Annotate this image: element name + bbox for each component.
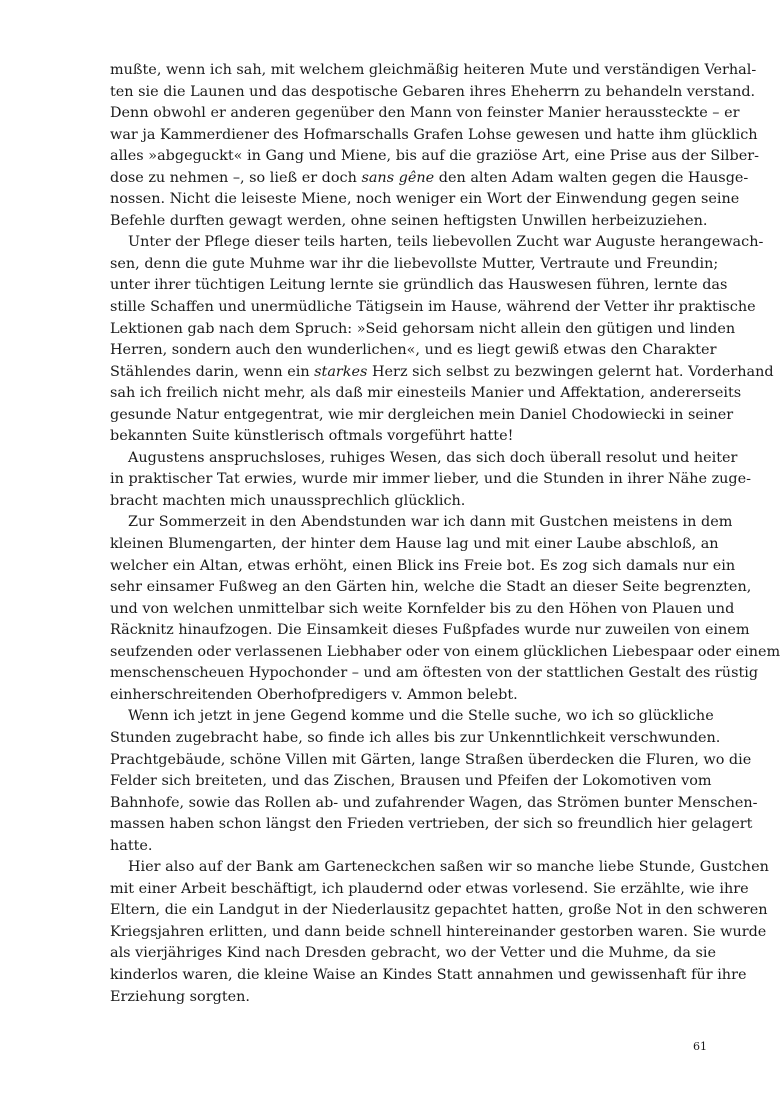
text-line: Augustens anspruchsloses, ruhiges Wesen, das sich doch überall resolut und heiter xyxy=(128,449,738,466)
text-line: mit einer Arbeit beschäftigt, ich plaudernd oder etwas vorlesend. Sie erzählte, wie ihre xyxy=(110,880,749,897)
text-line: bracht machten mich unaussprechlich glücklich. xyxy=(110,492,466,509)
text-line: mußte, wenn ich sah, mit welchem gleichmäßig heiteren Mute und verständigen Verhal- xyxy=(110,62,757,78)
paragraph xyxy=(110,60,759,232)
text-line: Hier also auf der Bank am Garteneckchen saßen wir so manche liebe Stunde, Gustchen xyxy=(128,859,769,876)
text-line: nossen. Nicht die leiseste Miene, noch weniger ein Wort der Einwendung gegen seine xyxy=(110,191,740,208)
text-line: sehr einsamer Fußweg an den Gärten hin, welche die Stadt an dieser Seite begrenzten, xyxy=(110,579,752,596)
text-line: einherschreitenden Oberhofpredigers v. Ammon belebt. xyxy=(110,686,518,703)
paragraph xyxy=(110,706,758,857)
text-line: Eltern, die ein Landgut in der Niederlausitz gepachtet hatten, große Not in den schweren xyxy=(110,902,768,919)
text-line: Lektionen gab nach dem Spruch: »Seid gehorsam nicht allein den gütigen und linden xyxy=(110,320,736,337)
text-line: alles »abgeguckt« in Gang und Miene, bis auf die graziöse Art, eine Prise aus der Silber- xyxy=(110,148,759,165)
text-line: Unter der Pflege dieser teils harten, teils liebevollen Zucht war Auguste herangewach- xyxy=(128,234,764,251)
text-line: hatte. xyxy=(110,837,153,854)
text-line: und von welchen unmittelbar sich weite Kornfelder bis zu den Höhen von Plauen und xyxy=(110,600,735,617)
paragraph xyxy=(110,857,769,1008)
text-line: dose zu nehmen –, so ließ er doch sans gêne den alten Adam walten gegen die Hausge- xyxy=(110,169,749,186)
text-line: Zur Sommerzeit in den Abendstunden war ich dann mit Gustchen meistens in dem xyxy=(128,514,733,531)
text-line: Prachtgebäude, schöne Villen mit Gärten, lange Straßen überdecken die Fluren, wo die xyxy=(110,751,752,768)
text-line: Befehle durften gewagt werden, ohne seinen heftigsten Unwillen herbeizuziehen. xyxy=(110,212,708,229)
text-line: Bahnhofe, sowie das Rollen ab- und zufahrender Wagen, das Strömen bunter Menschen- xyxy=(110,794,758,811)
italic-text: starkes xyxy=(314,363,368,380)
text-line: Räcknitz hinaufzogen. Die Einsamkeit dieses Fußpfades wurde nur zuweilen von einem xyxy=(110,622,750,639)
paragraph xyxy=(110,232,774,447)
text-line: Stählendes darin, wenn ein starkes Herz sich selbst zu bezwingen gelernt hat. Vorderhand xyxy=(110,363,774,380)
text-line: Herren, sondern auch den wunderlichen«, und es liegt gewiß etwas den Charakter xyxy=(110,342,717,359)
text-line: ten sie die Launen und das despotische Gebaren ihres Eheherrn zu behandeln verstand. xyxy=(110,83,756,100)
paragraph xyxy=(110,448,752,513)
text-line: in praktischer Tat erwies, wurde mir immer lieber, und die Stunden in ihrer Nähe zuge- xyxy=(110,471,752,488)
text-line: massen haben schon längst den Frieden vertrieben, der sich so freundlich hier gelagert xyxy=(110,816,753,833)
text-line: sah ich freilich nicht mehr, als daß mir einesteils Manier und Affektation, andererseits xyxy=(110,385,742,402)
text-line: seufzenden oder verlassenen Liebhaber oder von einem glücklichen Liebespaar oder einem xyxy=(110,643,780,660)
paragraph xyxy=(110,512,780,706)
text-line: kleinen Blumengarten, der hinter dem Hause lag und mit einer Laube abschloß, an xyxy=(110,536,719,553)
text-line: Stunden zugebracht habe, so finde ich alles bis zur Unkenntlichkeit verschwunden. xyxy=(110,729,721,746)
page-number: 61 xyxy=(693,1040,707,1053)
text-line: Kriegsjahren erlitten, und dann beide schnell hintereinander gestorben waren. Sie wurde xyxy=(110,923,767,940)
text-line: gesunde Natur entgegentrat, wie mir dergleichen mein Daniel Chodowiecki in seiner xyxy=(110,406,734,423)
text-line: Erziehung sorgten. xyxy=(110,988,250,1005)
text-line: unter ihrer tüchtigen Leitung lernte sie gründlich das Hauswesen führen, lernte das xyxy=(110,277,728,294)
text-line: sen, denn die gute Muhme war ihr die liebevollste Mutter, Vertraute und Freundin; xyxy=(110,255,719,272)
text-line: Denn obwohl er anderen gegenüber den Mann von feinster Manier heraussteckte – er xyxy=(110,105,740,122)
text-line: war ja Kammerdiener des Hofmarschalls Grafen Lohse gewesen und hatte ihm glücklich xyxy=(110,126,758,143)
text-line: bekannten Suite künstlerisch oftmals vorgeführt hatte! xyxy=(110,428,514,445)
text-line: stille Schaffen und unermüdliche Tätigsein im Hause, während der Vetter ihr praktische xyxy=(110,299,756,316)
text-line: als vierjähriges Kind nach Dresden gebracht, wo der Vetter und die Muhme, da sie xyxy=(110,945,716,962)
text-line: Felder sich breiteten, und das Zischen, Brausen und Pfeifen der Lokomotiven vom xyxy=(110,773,712,790)
text-line: kinderlos waren, die kleine Waise an Kindes Statt annahmen und gewissenhaft für ihre xyxy=(110,966,747,983)
text-line: welcher ein Altan, etwas erhöht, einen Blick ins Freie bot. Es zog sich damals nur ein xyxy=(110,557,736,574)
text-line: menschenscheuen Hypochonder – und am öftesten von der stattlichen Gestalt des rüstig xyxy=(110,665,759,682)
text-line: Wenn ich jetzt in jene Gegend komme und die Stelle suche, wo ich so glückliche xyxy=(128,708,714,725)
page-body xyxy=(110,60,780,1008)
italic-text: sans gêne xyxy=(361,169,435,186)
